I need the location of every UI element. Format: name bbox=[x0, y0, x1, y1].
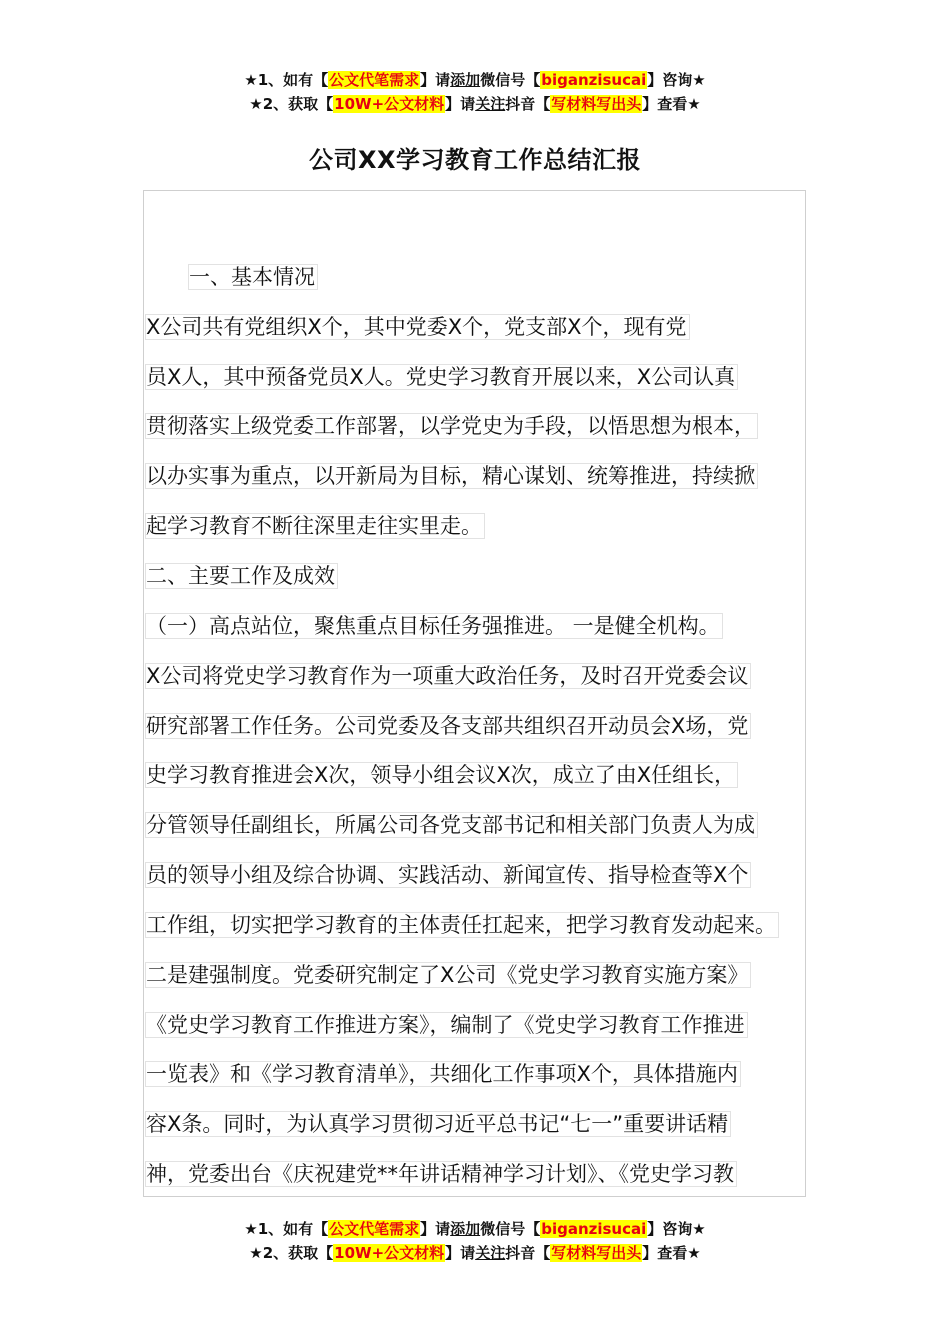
line-text: 容X条。同时，为认真学习贯彻习近平总书记“七一”重要讲话精 bbox=[145, 1111, 731, 1137]
highlight-service: 公文代笔需求 bbox=[329, 71, 420, 89]
banner-text: 】请 bbox=[445, 1244, 476, 1262]
banner-text: 2、获取【 bbox=[262, 1244, 334, 1262]
line-text: X公司将党史学习教育作为一项重大政治任务，及时召开党委会议 bbox=[145, 663, 751, 689]
line-text: 工作组，切实把学习教育的主体责任扛起来，把学习教育发动起来。 bbox=[145, 912, 779, 938]
section-heading-1 bbox=[188, 262, 318, 292]
paragraph-line bbox=[145, 312, 690, 342]
banner-text: 】请 bbox=[445, 95, 476, 113]
star-icon: ★ bbox=[687, 95, 701, 113]
line-text: （一）高点站位，聚焦重点目标任务强推进。 一是健全机构。 bbox=[145, 613, 723, 639]
highlight-douyin: 写材料写出头 bbox=[551, 1244, 642, 1262]
paragraph-line bbox=[145, 810, 758, 840]
banner-text: 2、获取【 bbox=[262, 95, 334, 113]
paragraph-line bbox=[145, 711, 751, 741]
paragraph-line bbox=[145, 511, 485, 541]
banner-line-1 bbox=[0, 68, 950, 92]
line-text: 史学习教育推进会X次，领导小组会议X次，成立了由X任组长， bbox=[145, 762, 738, 788]
document-title: 公司XX学习教育工作总结汇报 bbox=[308, 146, 641, 174]
banner-text: 微信号【 bbox=[480, 1220, 541, 1238]
line-text: 员的领导小组及综合协调、实践活动、新闻宣传、指导检查等X个 bbox=[145, 862, 751, 888]
banner-text: 】咨询 bbox=[647, 1220, 693, 1238]
banner-text: 】咨询 bbox=[647, 71, 693, 89]
underline-follow: 关注 bbox=[475, 1244, 506, 1262]
paragraph-line bbox=[145, 760, 738, 790]
banner-text: 微信号【 bbox=[480, 71, 541, 89]
underline-follow: 关注 bbox=[475, 95, 506, 113]
star-icon: ★ bbox=[244, 1220, 258, 1238]
line-text: 一览表》和《学习教育清单》，共细化工作事项X个，具体措施内 bbox=[145, 1061, 741, 1087]
line-text: 分管领导任副组长，所属公司各党支部书记和相关部门负责人为成 bbox=[145, 812, 758, 838]
banner-line-2 bbox=[0, 1241, 950, 1265]
line-text: 以办实事为重点，以开新局为目标，精心谋划、统筹推进，持续掀 bbox=[145, 463, 758, 489]
highlight-douyin: 写材料写出头 bbox=[551, 95, 642, 113]
banner-text: 抖音【 bbox=[505, 1244, 551, 1262]
heading-text: 一、基本情况 bbox=[188, 264, 318, 290]
star-icon: ★ bbox=[244, 71, 258, 89]
paragraph-line bbox=[145, 960, 751, 990]
banner-text: 】查看 bbox=[642, 95, 688, 113]
banner-text: 】请 bbox=[420, 71, 451, 89]
star-icon: ★ bbox=[692, 71, 706, 89]
banner-text: 1、如有【 bbox=[257, 71, 329, 89]
line-text: 神，党委出台《庆祝建党**年讲话精神学习计划》、《党史学习教 bbox=[145, 1161, 737, 1187]
banner-line-2 bbox=[0, 92, 950, 116]
line-text: 贯彻落实上级党委工作部署，以学党史为手段，以悟思想为根本， bbox=[145, 413, 758, 439]
star-icon: ★ bbox=[687, 1244, 701, 1262]
line-text: 二是建强制度。党委研究制定了X公司《党史学习教育实施方案》 bbox=[145, 962, 751, 988]
paragraph-line bbox=[145, 860, 751, 890]
star-icon: ★ bbox=[249, 95, 263, 113]
heading-text: 二、主要工作及成效 bbox=[145, 563, 338, 589]
highlight-service: 公文代笔需求 bbox=[329, 1220, 420, 1238]
star-icon: ★ bbox=[249, 1244, 263, 1262]
top-banner bbox=[0, 68, 950, 116]
underline-add: 添加 bbox=[450, 71, 481, 89]
banner-text: 】查看 bbox=[642, 1244, 688, 1262]
line-text: 员X人，其中预备党员X人。党史学习教育开展以来，X公司认真 bbox=[145, 364, 738, 390]
banner-line-1 bbox=[0, 1217, 950, 1241]
paragraph-line bbox=[145, 611, 723, 641]
paragraph-line bbox=[145, 1059, 741, 1089]
line-text: 起学习教育不断往深里走往实里走。 bbox=[145, 513, 485, 539]
line-text: 《党史学习教育工作推进方案》，编制了《党史学习教育工作推进 bbox=[145, 1012, 748, 1038]
paragraph-line bbox=[145, 1159, 737, 1189]
banner-text: 抖音【 bbox=[505, 95, 551, 113]
paragraph-line bbox=[145, 1010, 748, 1040]
paragraph-line bbox=[145, 910, 779, 940]
line-text: X公司共有党组织X个，其中党委X个，党支部X个，现有党 bbox=[145, 314, 690, 340]
highlight-materials: 10W+公文材料 bbox=[334, 1244, 445, 1262]
bottom-banner bbox=[0, 1217, 950, 1265]
highlight-wechat-id: biganzisucai bbox=[541, 1220, 647, 1238]
highlight-wechat-id: biganzisucai bbox=[541, 71, 647, 89]
underline-add: 添加 bbox=[450, 1220, 481, 1238]
banner-text: 】请 bbox=[420, 1220, 451, 1238]
paragraph-line bbox=[145, 461, 758, 491]
section-heading-2 bbox=[145, 561, 338, 591]
paragraph-line bbox=[145, 1109, 731, 1139]
paragraph-line bbox=[145, 362, 738, 392]
paragraph-line bbox=[145, 661, 751, 691]
highlight-materials: 10W+公文材料 bbox=[334, 95, 445, 113]
banner-text: 1、如有【 bbox=[257, 1220, 329, 1238]
paragraph-line bbox=[145, 411, 758, 441]
line-text: 研究部署工作任务。公司党委及各支部共组织召开动员会X场，党 bbox=[145, 713, 751, 739]
star-icon: ★ bbox=[692, 1220, 706, 1238]
